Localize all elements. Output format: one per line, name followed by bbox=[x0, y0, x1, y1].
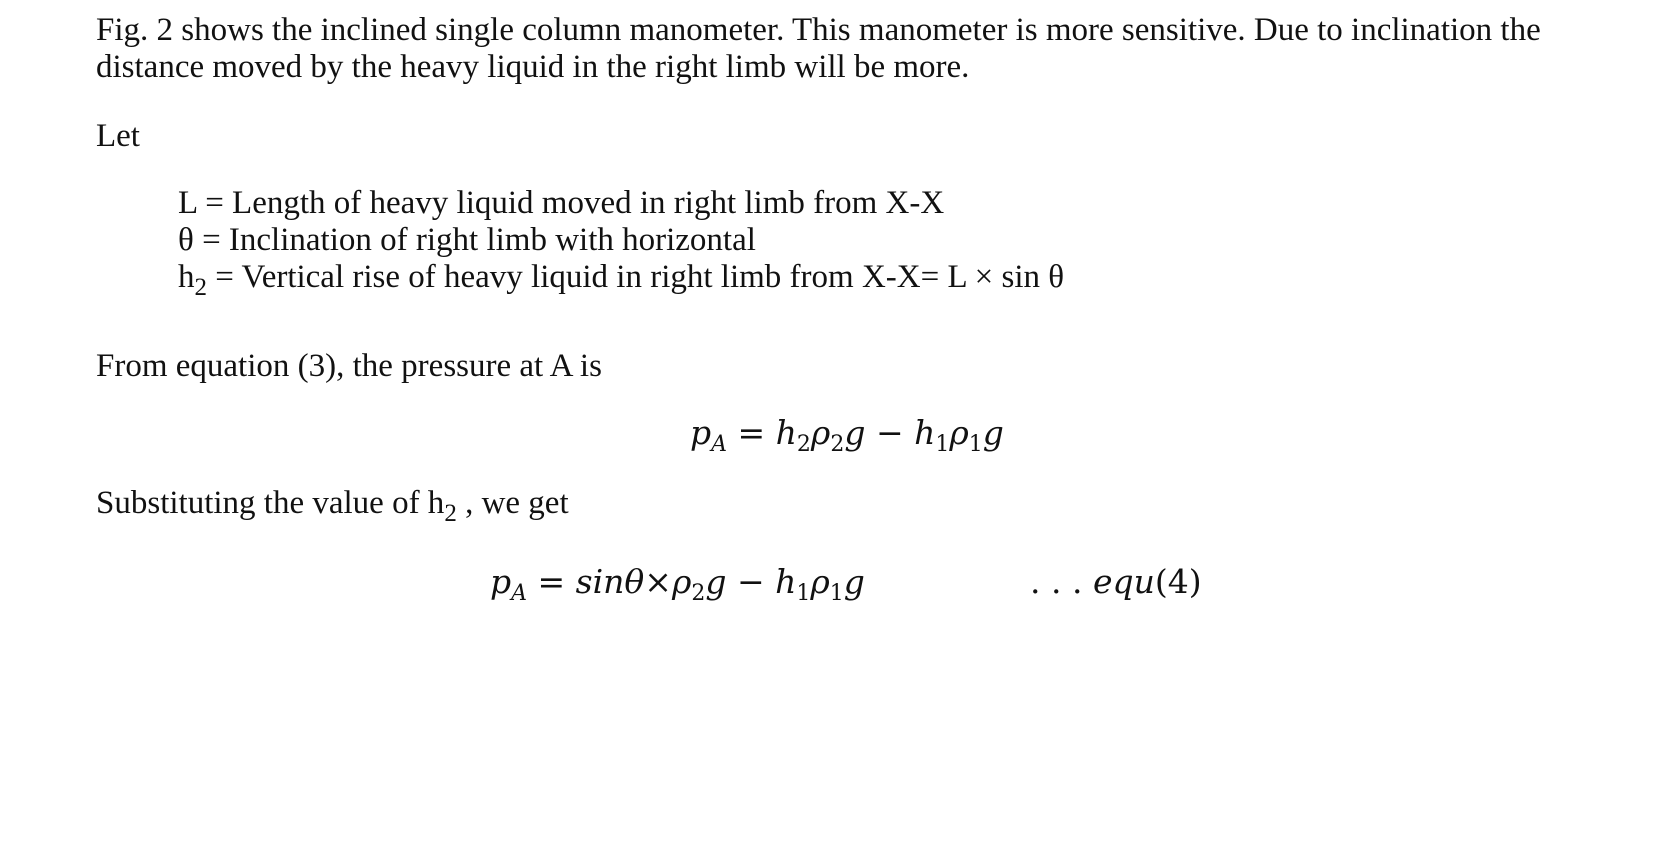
eq2-rho2: ρ bbox=[671, 562, 692, 601]
pressure-equation-2 bbox=[490, 562, 865, 606]
definition-symbol: h bbox=[178, 259, 195, 295]
substituting-post: , we get bbox=[456, 485, 569, 521]
eq2-lhs-sub: A bbox=[511, 581, 528, 606]
eq1-h2: h bbox=[775, 413, 797, 452]
equation-tag-dots: . . . bbox=[1030, 562, 1083, 601]
eq2-equals: = bbox=[527, 562, 576, 601]
eq2-lhs: p bbox=[490, 562, 512, 601]
eq1-lhs: p bbox=[690, 413, 712, 452]
definition-text: = Vertical rise of heavy liquid in right limb from X-X= L × sin θ bbox=[207, 259, 1065, 295]
eq1-h1: h bbox=[914, 413, 936, 452]
intro-line-2: distance moved by the heavy liquid in the right limb will be more. bbox=[96, 49, 970, 85]
eq2-g: g bbox=[705, 562, 727, 601]
eq1-rho1: ρ bbox=[949, 413, 969, 452]
eq1-rho2: ρ bbox=[810, 413, 831, 452]
substituting-text bbox=[96, 485, 1576, 527]
eq1-rho2-sub: 2 bbox=[830, 432, 845, 457]
definition-vertical-rise bbox=[178, 259, 1478, 301]
eq2-rho1-sub: 1 bbox=[829, 581, 844, 606]
from-equation-text: From equation (3), the pressure at A is bbox=[96, 348, 602, 384]
eq2-g2: g bbox=[843, 562, 865, 601]
eq2-sin-theta: sinθ bbox=[575, 562, 645, 601]
eq1-lhs-sub: A bbox=[711, 432, 728, 457]
pressure-equation-1 bbox=[690, 413, 1004, 457]
intro-paragraph bbox=[96, 12, 1576, 86]
eq1-minus: − bbox=[865, 413, 915, 452]
definition-length bbox=[178, 185, 1478, 222]
definition-symbol: θ bbox=[178, 222, 194, 258]
eq1-h1-sub: 1 bbox=[935, 432, 950, 457]
let-label: Let bbox=[96, 118, 140, 154]
eq1-g2: g bbox=[982, 413, 1004, 452]
definition-text: = Inclination of right limb with horizontal bbox=[193, 222, 756, 258]
substituting-pre: Substituting the value of h bbox=[96, 485, 445, 521]
equation-tag-label: equ bbox=[1092, 562, 1155, 601]
definition-symbol: L bbox=[178, 185, 197, 221]
intro-line-1: Fig. 2 shows the inclined single column manometer. This manometer is more sensitive. Due to inclination the bbox=[96, 12, 1541, 48]
equation-tag bbox=[1030, 562, 1202, 602]
eq2-rho1: ρ bbox=[810, 562, 830, 601]
eq2-times: × bbox=[644, 562, 672, 601]
eq2-h1: h bbox=[775, 562, 797, 601]
eq2-rho2-sub: 2 bbox=[691, 581, 706, 606]
eq1-h2-sub: 2 bbox=[796, 432, 811, 457]
definition-inclination bbox=[178, 222, 1478, 259]
equation-tag-number: (4) bbox=[1154, 562, 1202, 601]
eq1-equals: = bbox=[727, 413, 776, 452]
eq1-rho1-sub: 1 bbox=[968, 432, 983, 457]
eq2-h1-sub: 1 bbox=[796, 581, 811, 606]
eq2-minus: − bbox=[726, 562, 776, 601]
eq1-g: g bbox=[844, 413, 866, 452]
substituting-subscript: 2 bbox=[444, 500, 457, 527]
definition-symbol-subscript: 2 bbox=[194, 274, 207, 301]
definition-text: = Length of heavy liquid moved in right limb from X-X bbox=[196, 185, 945, 221]
